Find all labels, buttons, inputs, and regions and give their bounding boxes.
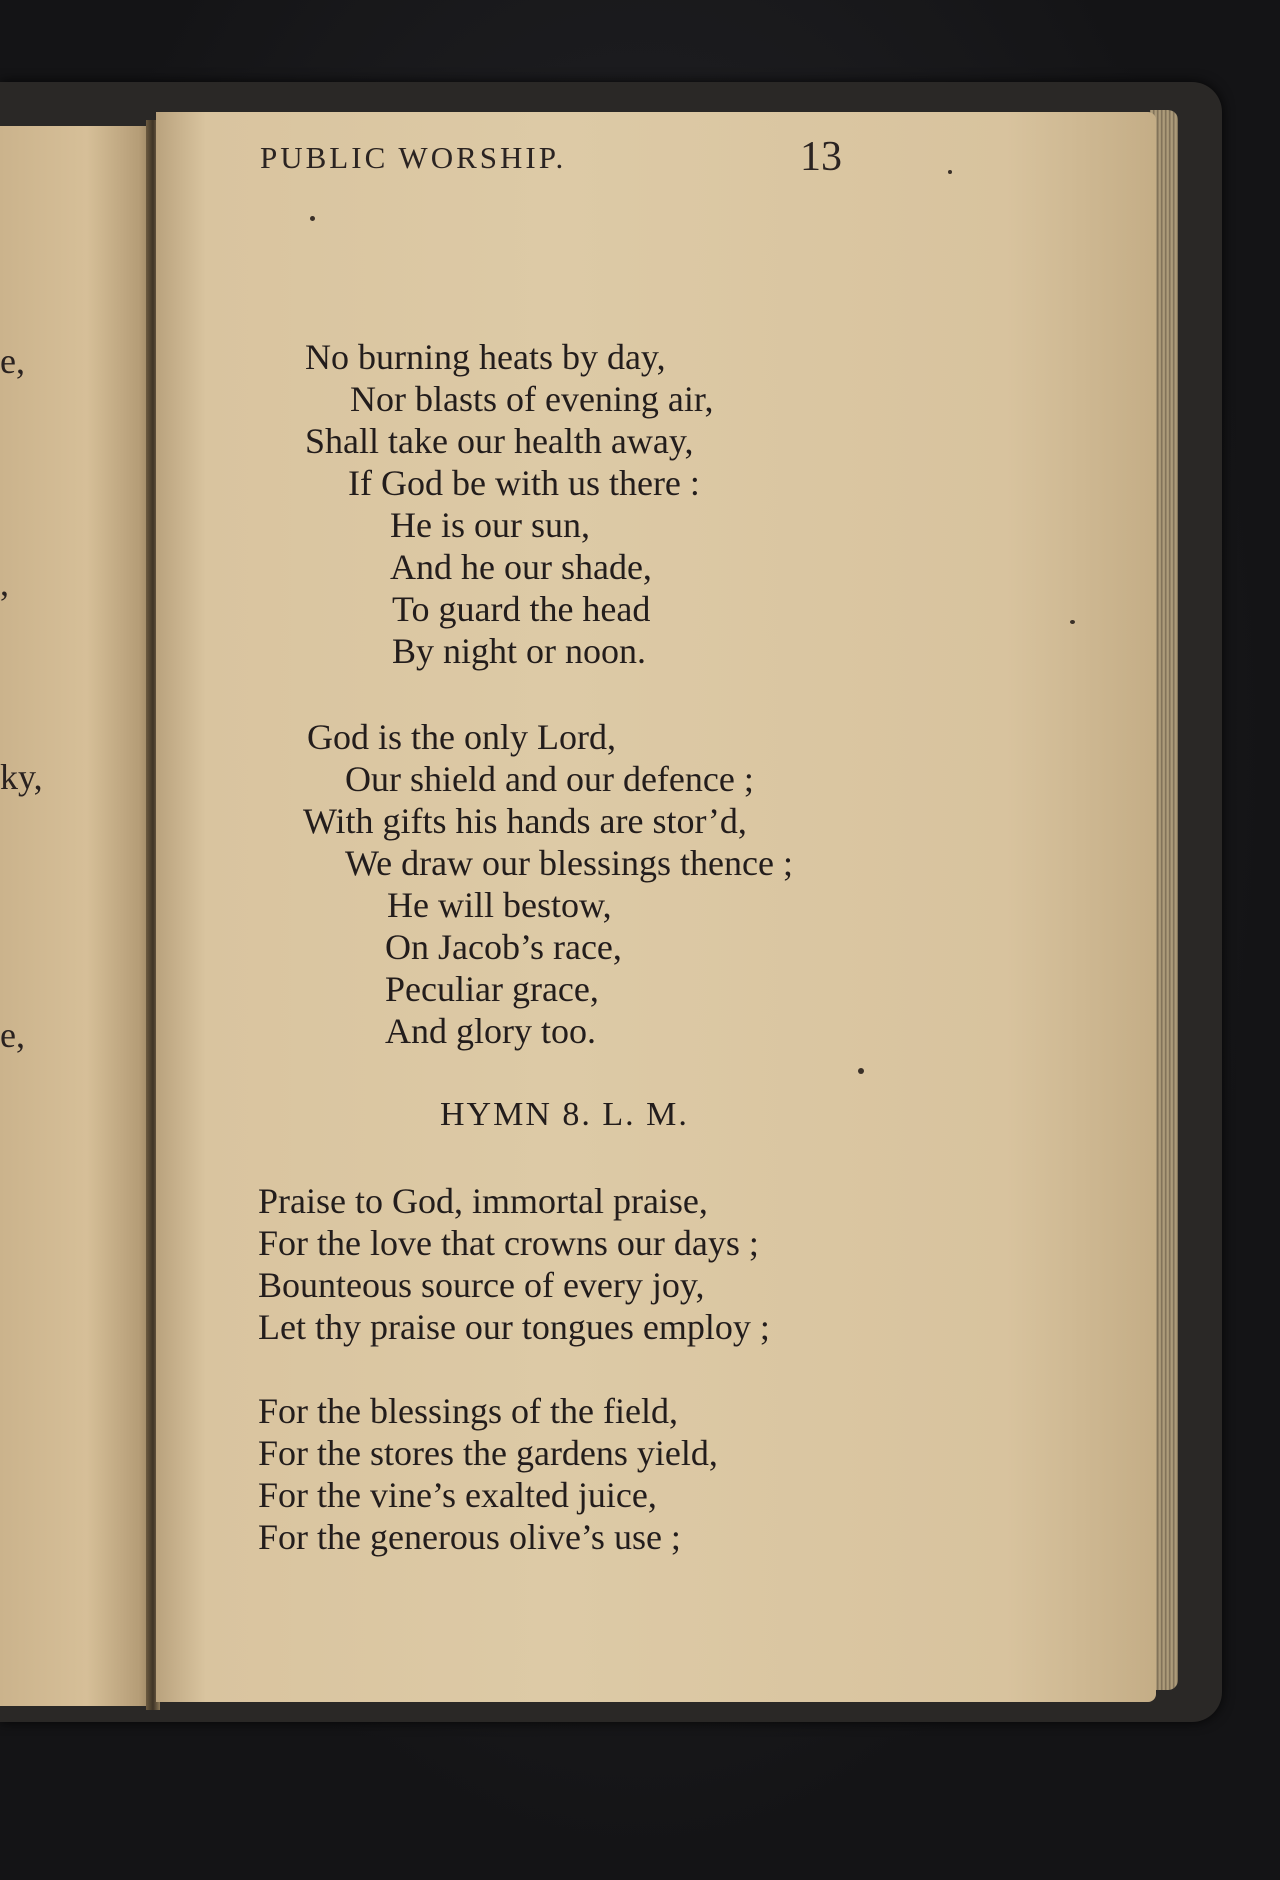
- verse-line: With gifts his hands are stor’d,: [303, 801, 747, 841]
- verse-line: By night or noon.: [392, 631, 647, 671]
- verse-line: Let thy praise our tongues employ ;: [258, 1307, 770, 1347]
- left-page: [0, 126, 158, 1706]
- paper-speck: [310, 216, 315, 221]
- left-page-fragment: e,: [0, 341, 25, 381]
- verse-line: Peculiar grace,: [385, 969, 599, 1009]
- verse-line: Shall take our health away,: [305, 421, 694, 461]
- verse-line: God is the only Lord,: [307, 717, 616, 757]
- left-page-fragment: ky,: [0, 757, 43, 797]
- verse-line: We draw our blessings thence ;: [345, 843, 793, 883]
- verse-line: To guard the head: [392, 589, 651, 629]
- left-page-fragment: ,: [0, 563, 9, 603]
- verse-line: For the vine’s exalted juice,: [258, 1475, 657, 1515]
- paper-speck: [1070, 620, 1075, 624]
- verse-line: For the love that crowns our days ;: [258, 1223, 759, 1263]
- verse-line: And glory too.: [385, 1011, 596, 1051]
- verse-line: For the stores the gardens yield,: [258, 1433, 718, 1473]
- verse-line: Bounteous source of every joy,: [258, 1265, 705, 1305]
- verse-line: Praise to God, immortal praise,: [258, 1181, 708, 1221]
- verse-line: If God be with us there :: [348, 463, 700, 503]
- verse-line: He is our sun,: [390, 505, 590, 545]
- left-page-fragment: e,: [0, 1015, 25, 1055]
- verse-line: No burning heats by day,: [305, 337, 666, 377]
- running-head: PUBLIC WORSHIP.: [260, 140, 567, 175]
- verse-line: Nor blasts of evening air,: [350, 379, 714, 419]
- page-number: 13: [800, 134, 842, 180]
- paper-speck: [858, 1068, 864, 1074]
- verse-line: And he our shade,: [390, 547, 652, 587]
- verse-line: For the generous olive’s use ;: [258, 1517, 681, 1557]
- verse-line: He will bestow,: [387, 885, 612, 925]
- verse-line: Our shield and our defence ;: [345, 759, 754, 799]
- verse-line: For the blessings of the field,: [258, 1391, 678, 1431]
- verse-line: On Jacob’s race,: [385, 927, 622, 967]
- hymn-heading: HYMN 8. L. M.: [440, 1096, 689, 1133]
- paper-speck: [948, 170, 952, 174]
